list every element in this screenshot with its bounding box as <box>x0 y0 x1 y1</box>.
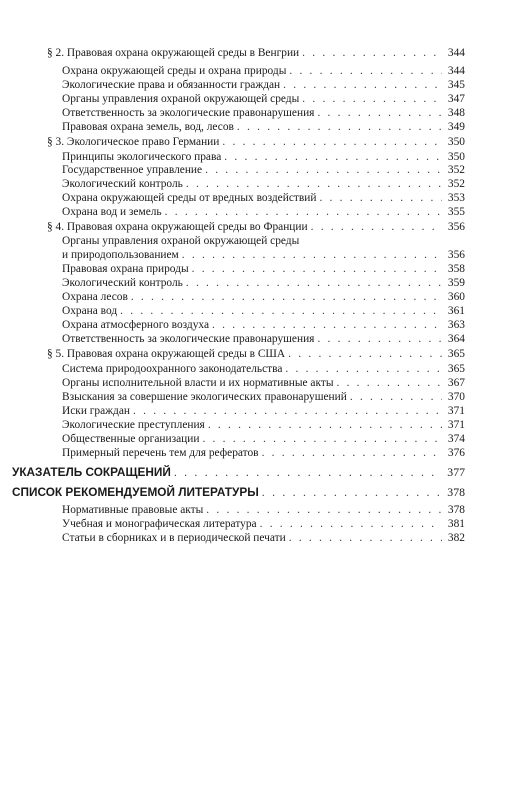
toc-entry-page-number: 358 <box>447 263 465 275</box>
toc-entry-title: Охрана окружающей среды от вредных воздействий <box>62 192 317 204</box>
toc-entry-title: Органы управления охраной окружающей среды <box>62 235 300 247</box>
toc-entry-title: Охрана окружающей среды и охрана природы <box>62 65 287 77</box>
toc-entry-page-number: 374 <box>447 433 465 445</box>
toc-entry-title: Правовая охрана природы <box>62 263 189 275</box>
dot-leader <box>302 46 442 60</box>
toc-entry-page-number: 361 <box>447 305 465 317</box>
dot-leader <box>208 418 442 432</box>
toc-entry-page-number: 347 <box>447 93 465 105</box>
toc-entry-page-number: 350 <box>447 151 465 163</box>
toc-entry <box>62 177 465 191</box>
toc-entry-title: Правовая охрана земель, вод, лесов <box>62 121 234 133</box>
toc-entry <box>62 191 465 205</box>
toc-entry-page-number: 356 <box>447 221 465 233</box>
toc-entry-page-number: 367 <box>447 377 465 389</box>
toc-entry-title: Ответственность за экологические правонарушения <box>62 333 315 345</box>
toc-entry-page-number: 363 <box>447 319 465 331</box>
toc-entry <box>12 465 465 479</box>
toc-entry <box>62 163 465 177</box>
toc-entry <box>62 517 465 531</box>
toc-entry-title: Ответственность за экологические правонарушения <box>62 107 315 119</box>
dot-leader <box>289 531 442 545</box>
toc-entry <box>62 362 465 376</box>
toc-entry <box>62 432 465 446</box>
dot-leader <box>224 150 442 164</box>
toc-entry-title: Примерный перечень тем для рефератов <box>62 447 259 459</box>
toc-entry-title: и природопользованием <box>62 249 179 261</box>
toc-entry <box>62 418 465 432</box>
toc-entry-page-number: 378 <box>447 504 465 516</box>
toc-entry <box>62 262 465 276</box>
dot-leader <box>192 262 442 276</box>
toc-entry-page-number: 371 <box>447 405 465 417</box>
toc-entry-page-number: 371 <box>447 419 465 431</box>
toc-entry <box>62 531 465 545</box>
dot-leader <box>336 376 442 390</box>
toc-entry-title: Охрана лесов <box>62 291 128 303</box>
toc-entry <box>62 248 465 262</box>
toc-entry <box>62 276 465 290</box>
toc-entry-page-number: 345 <box>447 79 465 91</box>
toc-entry-page-number: 359 <box>447 277 465 289</box>
toc-entry-title: УКАЗАТЕЛЬ СОКРАЩЕНИЙ <box>12 465 171 479</box>
toc-entry <box>62 304 465 318</box>
toc-entry-page-number: 350 <box>447 136 465 148</box>
dot-leader <box>186 177 442 191</box>
toc-entry-title: Охрана атмосферного воздуха <box>62 319 210 331</box>
toc-entry <box>47 347 465 361</box>
toc-entry-page-number: 349 <box>447 121 465 133</box>
toc-entry-title: Охрана вод и земель <box>62 206 162 218</box>
dot-leader <box>202 432 442 446</box>
dot-leader <box>205 163 442 177</box>
toc-entry-page-number: 364 <box>447 333 465 345</box>
dot-leader <box>317 106 442 120</box>
toc-entry-page-number: 381 <box>447 518 465 530</box>
toc-entry <box>12 485 465 499</box>
toc-entry-page-number: 344 <box>447 47 465 59</box>
toc-entry <box>62 446 465 460</box>
toc-entry <box>47 135 465 149</box>
dot-leader <box>285 362 442 376</box>
toc-entry-page-number: 370 <box>447 391 465 403</box>
toc-entry-page-number: 365 <box>447 348 465 360</box>
toc-entry-page-number: 360 <box>447 291 465 303</box>
toc-entry-title: § 2. Правовая охрана окружающей среды в Венгрии <box>47 47 300 59</box>
dot-leader <box>288 347 442 361</box>
toc-entry-title: § 4. Правовая охрана окружающей среды во Франции <box>47 221 308 233</box>
toc-entry-title: Экологические преступления <box>62 419 205 431</box>
toc-entry-title: Принципы экологического права <box>62 151 222 163</box>
toc-entry-page-number: 352 <box>447 164 465 176</box>
toc-entry <box>62 234 465 248</box>
dot-leader <box>120 304 442 318</box>
dot-leader <box>311 220 442 234</box>
dot-leader <box>262 485 442 499</box>
toc-entry-title: Экологические права и обязанности граждан <box>62 79 281 91</box>
dot-leader <box>186 276 442 290</box>
toc-entry <box>62 78 465 92</box>
toc-entry-page-number: 376 <box>447 447 465 459</box>
dot-leader <box>289 64 442 78</box>
dot-leader <box>182 248 442 262</box>
toc-entry-page-number: 344 <box>447 65 465 77</box>
toc-entry-title: Система природоохранного законодательства <box>62 363 283 375</box>
toc-entry-page-number: 365 <box>447 363 465 375</box>
dot-leader <box>260 517 442 531</box>
dot-leader <box>131 290 442 304</box>
toc-entry <box>62 92 465 106</box>
dot-leader <box>237 120 442 134</box>
toc-entry-page-number: 356 <box>447 249 465 261</box>
toc-entry-title: Органы исполнительной власти и их нормативные акты <box>62 377 334 389</box>
toc-entry <box>47 46 465 60</box>
dot-leader <box>222 135 442 149</box>
toc-entry <box>62 404 465 418</box>
toc-entry-title: § 5. Правовая охрана окружающей среды в США <box>47 348 286 360</box>
dot-leader <box>283 78 442 92</box>
toc-entry <box>62 376 465 390</box>
toc-entry-page-number: 382 <box>447 532 465 544</box>
dot-leader <box>206 503 442 517</box>
toc-entry <box>62 150 465 164</box>
toc-entry-title: Государственное управление <box>62 164 203 176</box>
toc-entry-page-number: 348 <box>447 107 465 119</box>
toc-entry-title: СПИСОК РЕКОМЕНДУЕМОЙ ЛИТЕРАТУРЫ <box>12 485 259 499</box>
dot-leader <box>319 191 442 205</box>
dot-leader <box>350 390 442 404</box>
toc-entry-title: Охрана вод <box>62 305 118 317</box>
toc-entry <box>62 503 465 517</box>
toc-entry <box>62 64 465 78</box>
toc-entry <box>62 120 465 134</box>
toc-entry <box>62 106 465 120</box>
toc-entry-title: Экологический контроль <box>62 277 183 289</box>
dot-leader <box>212 318 442 332</box>
toc-entry <box>62 290 465 304</box>
toc-entry <box>62 205 465 219</box>
toc-entry-title: Органы управления охраной окружающей среды <box>62 93 300 105</box>
toc-entry-page-number: 378 <box>447 485 465 499</box>
toc-entry-page-number: 352 <box>447 178 465 190</box>
toc-entry-page-number: 353 <box>447 192 465 204</box>
dot-leader <box>133 404 442 418</box>
toc-entry-title: Иски граждан <box>62 405 130 417</box>
toc-entry <box>62 390 465 404</box>
toc-entry-title: Взыскания за совершение экологических правонарушений <box>62 391 347 403</box>
dot-leader <box>302 92 442 106</box>
dot-leader <box>165 205 442 219</box>
toc-entry-title: § 3. Экологическое право Германии <box>47 136 220 148</box>
toc-entry <box>47 220 465 234</box>
dot-leader <box>174 465 442 479</box>
toc-entry-title: Учебная и монографическая литература <box>62 518 257 530</box>
dot-leader <box>262 446 442 460</box>
toc-entry <box>62 332 465 346</box>
dot-leader <box>317 332 442 346</box>
toc-entry <box>62 318 465 332</box>
toc-entry-page-number: 377 <box>447 465 465 479</box>
toc-entry-title: Нормативные правовые акты <box>62 504 204 516</box>
toc-entry-title: Экологический контроль <box>62 178 183 190</box>
toc-entry-page-number: 355 <box>447 206 465 218</box>
toc-entry-title: Общественные организации <box>62 433 200 445</box>
toc-entry-title: Статьи в сборниках и в периодической печати <box>62 532 286 544</box>
